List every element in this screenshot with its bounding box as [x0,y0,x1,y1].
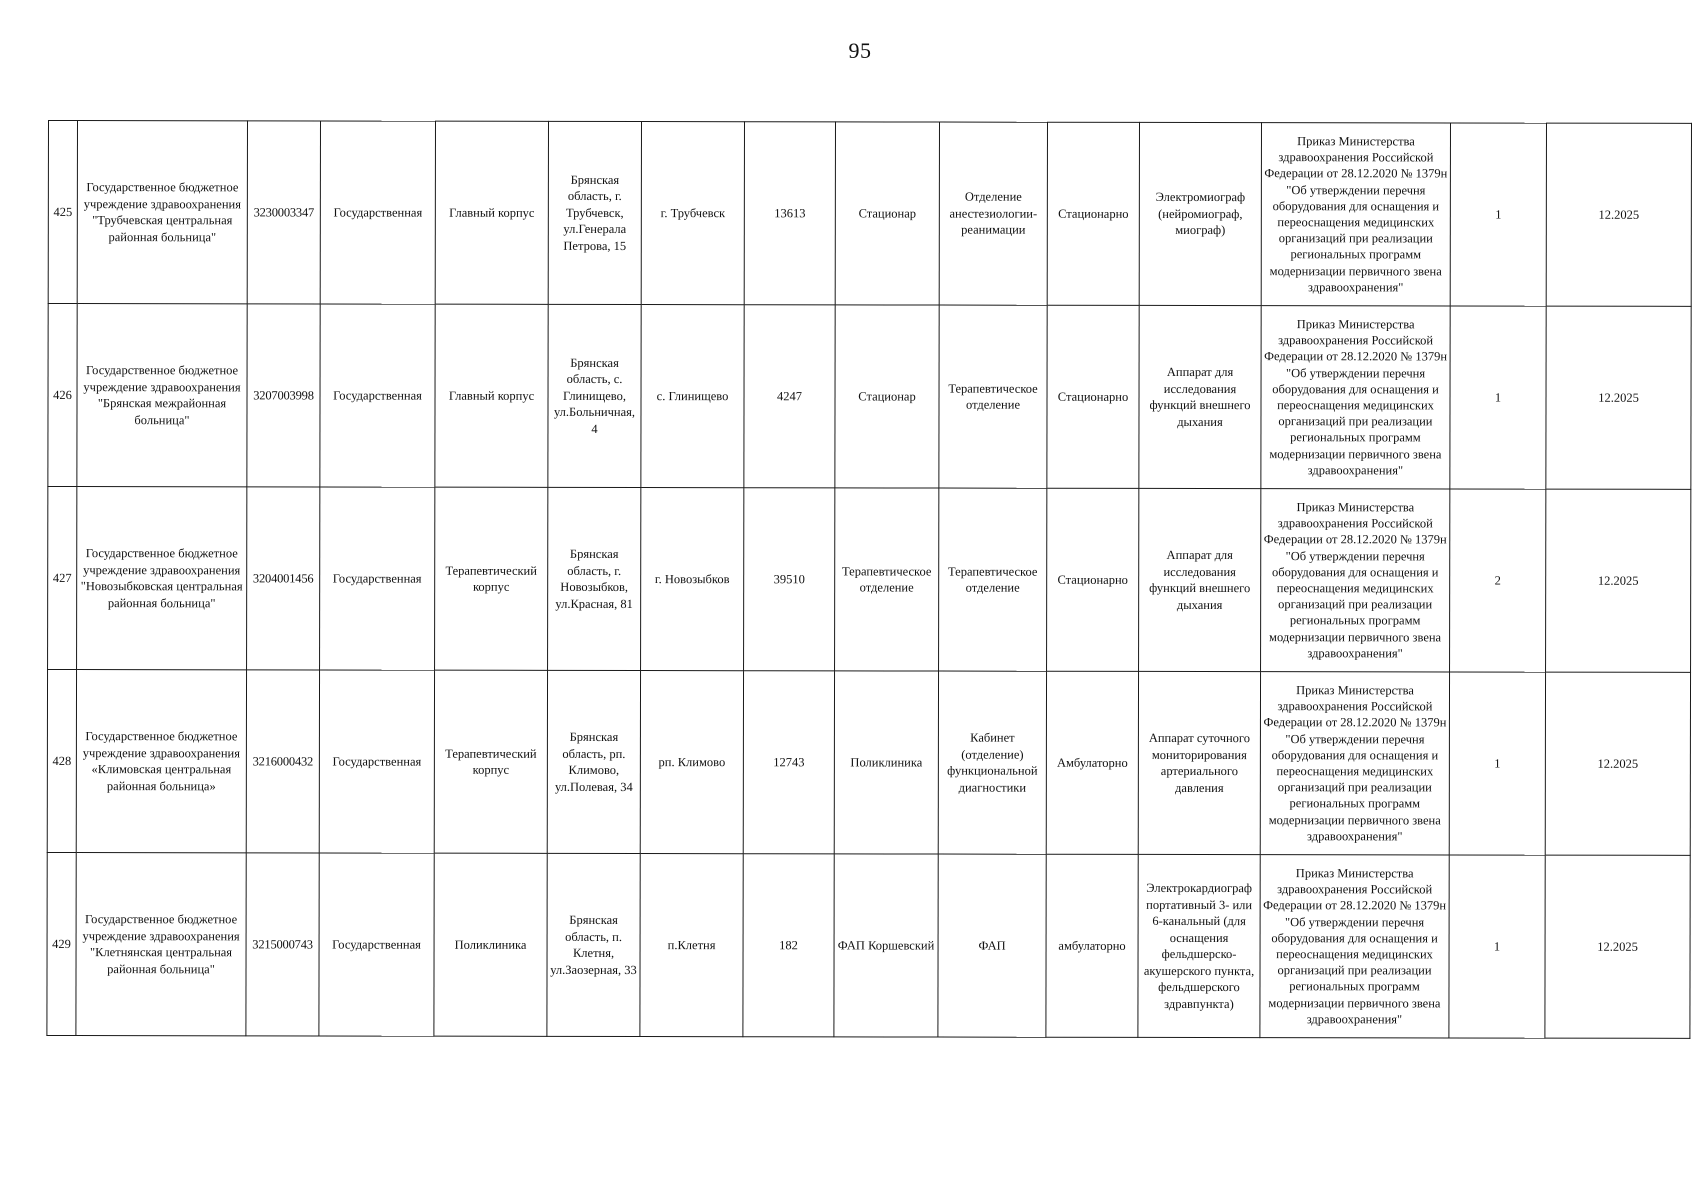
legal-basis: Приказ Министерства здравоохранения Российской Федерации от 28.12.2020 № 1379н "Об утверждении перечня оборудования для оснащения и переоснащения медицинских организаций при реализации региональных программ модернизации первичного звена здравоохранения" [1260,672,1449,855]
table-row [48,487,1691,673]
inn: 3216000432 [246,670,319,853]
legal-basis: Приказ Министерства здравоохранения Российской Федерации от 28.12.2020 № 1379н "Об утверждении перечня оборудования для оснащения и переоснащения медицинских организаций при реализации региональных программ модернизации первичного звена здравоохранения" [1261,489,1450,672]
department: Отделение анестезиологии-реанимации [939,122,1047,305]
department: Терапевтическое отделение [939,305,1047,488]
building: Главный корпус [435,121,548,304]
inn: 3204001456 [247,487,320,670]
deadline: 12.2025 [1546,123,1691,306]
ownership-form: Государственная [320,121,435,304]
building: Терапевтический корпус [434,670,547,853]
population: 4247 [744,305,835,488]
equipment-register-table [46,120,1692,1039]
table-body [47,121,1692,1039]
ownership-form: Государственная [319,670,434,853]
table-row [48,121,1691,307]
settlement: рп. Климово [640,671,743,854]
legal-basis: Приказ Министерства здравоохранения Российской Федерации от 28.12.2020 № 1379н "Об утверждении перечня оборудования для оснащения и переоснащения медицинских организаций при реализации региональных программ модернизации первичного звена здравоохранения" [1261,123,1450,306]
settlement: п.Клетня [640,854,743,1037]
table-row [47,670,1690,856]
department: Кабинет (отделение) функциональной диагностики [938,671,1046,854]
table-row [47,852,1690,1038]
unit-type: Стационар [835,122,939,305]
department: ФАП [938,854,1046,1037]
unit-type: Поликлиника [834,671,938,854]
quantity: 1 [1450,123,1546,306]
organization-name: Государственное бюджетное учреждение здравоохранения "Брянская межрайонная больница" [77,304,247,487]
quantity: 2 [1450,489,1546,672]
building: Главный корпус [435,304,548,487]
population: 13613 [744,122,835,305]
deadline: 12.2025 [1545,855,1690,1038]
deadline: 12.2025 [1546,306,1691,489]
row-number: 426 [48,304,77,487]
unit-type: Стационар [835,305,939,488]
inn: 3230003347 [247,121,320,304]
address: Брянская область, рп. Климово, ул.Полевая, 34 [547,670,640,853]
organization-name: Государственное бюджетное учреждение здравоохранения "Клетнянская центральная районная больница" [76,853,246,1036]
ownership-form: Государственная [320,487,435,670]
population: 182 [743,854,834,1037]
equipment: Электромиограф (нейромиограф, миограф) [1139,122,1261,305]
organization-name: Государственное бюджетное учреждение здравоохранения "Новозыбковская центральная районная больница" [77,487,247,670]
equipment: Аппарат суточного мониторирования артериального давления [1138,671,1260,854]
address: Брянская область, с. Глинищево, ул.Больничная, 4 [548,304,641,487]
address: Брянская область, п. Клетня, ул.Заозерная, 33 [547,853,640,1036]
deadline: 12.2025 [1546,489,1691,672]
ownership-form: Государственная [319,853,434,1036]
care-conditions: амбулаторно [1046,854,1138,1037]
legal-basis: Приказ Министерства здравоохранения Российской Федерации от 28.12.2020 № 1379н "Об утверждении перечня оборудования для оснащения и переоснащения медицинских организаций при реализации региональных программ модернизации первичного звена здравоохранения" [1261,306,1450,489]
inn: 3215000743 [246,853,319,1036]
legal-basis: Приказ Министерства здравоохранения Российской Федерации от 28.12.2020 № 1379н "Об утверждении перечня оборудования для оснащения и переоснащения медицинских организаций при реализации региональных программ модернизации первичного звена здравоохранения" [1260,855,1449,1038]
care-conditions: Амбулаторно [1046,671,1138,854]
building: Поликлиника [434,853,547,1036]
settlement: г. Трубчевск [641,122,744,305]
deadline: 12.2025 [1545,672,1690,855]
building: Терапевтический корпус [435,487,548,670]
equipment: Аппарат для исследования функций внешнего дыхания [1139,305,1261,488]
quantity: 1 [1449,855,1545,1038]
address: Брянская область, г. Трубчевск, ул.Генерала Петрова, 15 [548,121,641,304]
equipment: Электрокардиограф портативный 3- или 6-канальный (для оснащения фельдшерско-акушерского пункта, фельдшерского здравпункта) [1138,854,1260,1037]
row-number: 429 [47,852,76,1035]
care-conditions: Стационарно [1047,122,1139,305]
equipment: Аппарат для исследования функций внешнего дыхания [1139,488,1261,671]
organization-name: Государственное бюджетное учреждение здравоохранения "Трубчевская центральная районная больница" [77,121,247,304]
population: 39510 [744,488,835,671]
row-number: 427 [48,487,77,670]
department: Терапевтическое отделение [939,488,1047,671]
care-conditions: Стационарно [1047,305,1139,488]
table-row [48,304,1691,490]
row-number: 425 [48,121,77,304]
population: 12743 [743,671,834,854]
unit-type: ФАП Коршевский [834,854,938,1037]
quantity: 1 [1449,672,1545,855]
ownership-form: Государственная [320,304,435,487]
inn: 3207003998 [247,304,320,487]
page-number: 95 [848,38,872,63]
row-number: 428 [47,670,76,853]
organization-name: Государственное бюджетное учреждение здравоохранения «Климовская центральная районная больница» [76,670,246,853]
settlement: г. Новозыбков [641,488,744,671]
settlement: с. Глинищево [641,305,744,488]
unit-type: Терапевтическое отделение [835,488,939,671]
address: Брянская область, г. Новозыбков, ул.Красная, 81 [548,487,641,670]
care-conditions: Стационарно [1047,488,1139,671]
quantity: 1 [1450,306,1546,489]
